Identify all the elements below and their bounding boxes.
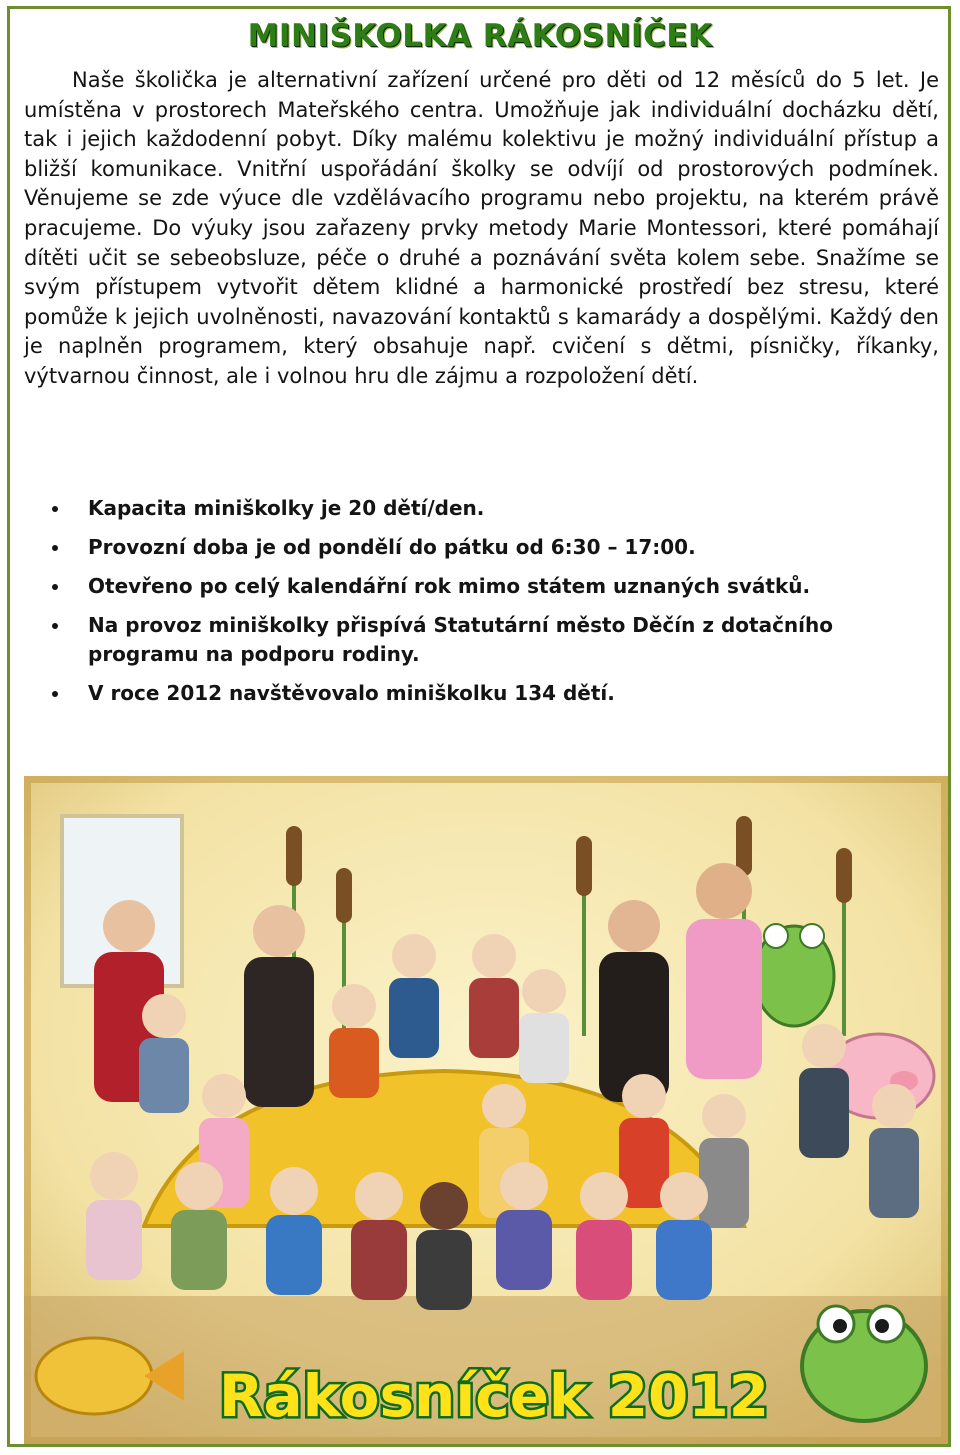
banner-text: Rákosníček 2012 xyxy=(218,1362,770,1430)
group-photo xyxy=(24,776,948,1444)
wall-frog-decoration xyxy=(754,924,834,1026)
intro-paragraph: Naše školička je alternativní zařízení určené pro děti od 12 měsíců do 5 let. Je umístěna v prostorech Mateřského centra. Umožňuje jak individuální docházku dětí, tak i jejich každodenní pobyt. Díky malému kolektivu je možný individuální přístup a bližší komunikace. Vnitřní uspořádání školky se odvíjí od prostorových podmínek. Věnujeme se zde výuce dle vzdělávacího programu nebo projektu, na kterém právě pracujeme. Do výuky jsou zařazeny prvky metody Marie Montessori, které pomáhají dítěti učit se sebeobsluze, péče o druhé a poznávání světa kolem sebe. Snažíme se svým přístupem vytvořit dětem klidné a harmonické prostředí bez stresu, které pomůže k jejich uvolněnosti, navazování kontaktů s kamarády a dospělými. Každý den je naplněn programem, který obsahuje např. cvičení s dětmi, písničky, říkanky, výtvarnou činnost, ale i volnou hru dle zájmu a rozpoložení dětí. xyxy=(24,68,939,388)
facts-list xyxy=(48,494,928,708)
page-title: MINIŠKOLKA RÁKOSNÍČEK xyxy=(247,18,713,54)
fact-funding: Na provoz miniškolky přispívá Statutární město Děčín z dotačního programu na podporu rodiny. xyxy=(48,611,928,669)
fact-attendance-2012: V roce 2012 navštěvovalo miniškolku 134 dětí. xyxy=(48,679,928,708)
group-photo-illustration xyxy=(24,776,948,1444)
fact-capacity: Kapacita miniškolky je 20 dětí/den. xyxy=(48,494,928,523)
fact-opening-hours: Provozní doba je od pondělí do pátku od 6:30 – 17:00. xyxy=(48,533,928,562)
fact-open-all-year: Otevřeno po celý kalendářní rok mimo státem uznaných svátků. xyxy=(48,572,928,601)
